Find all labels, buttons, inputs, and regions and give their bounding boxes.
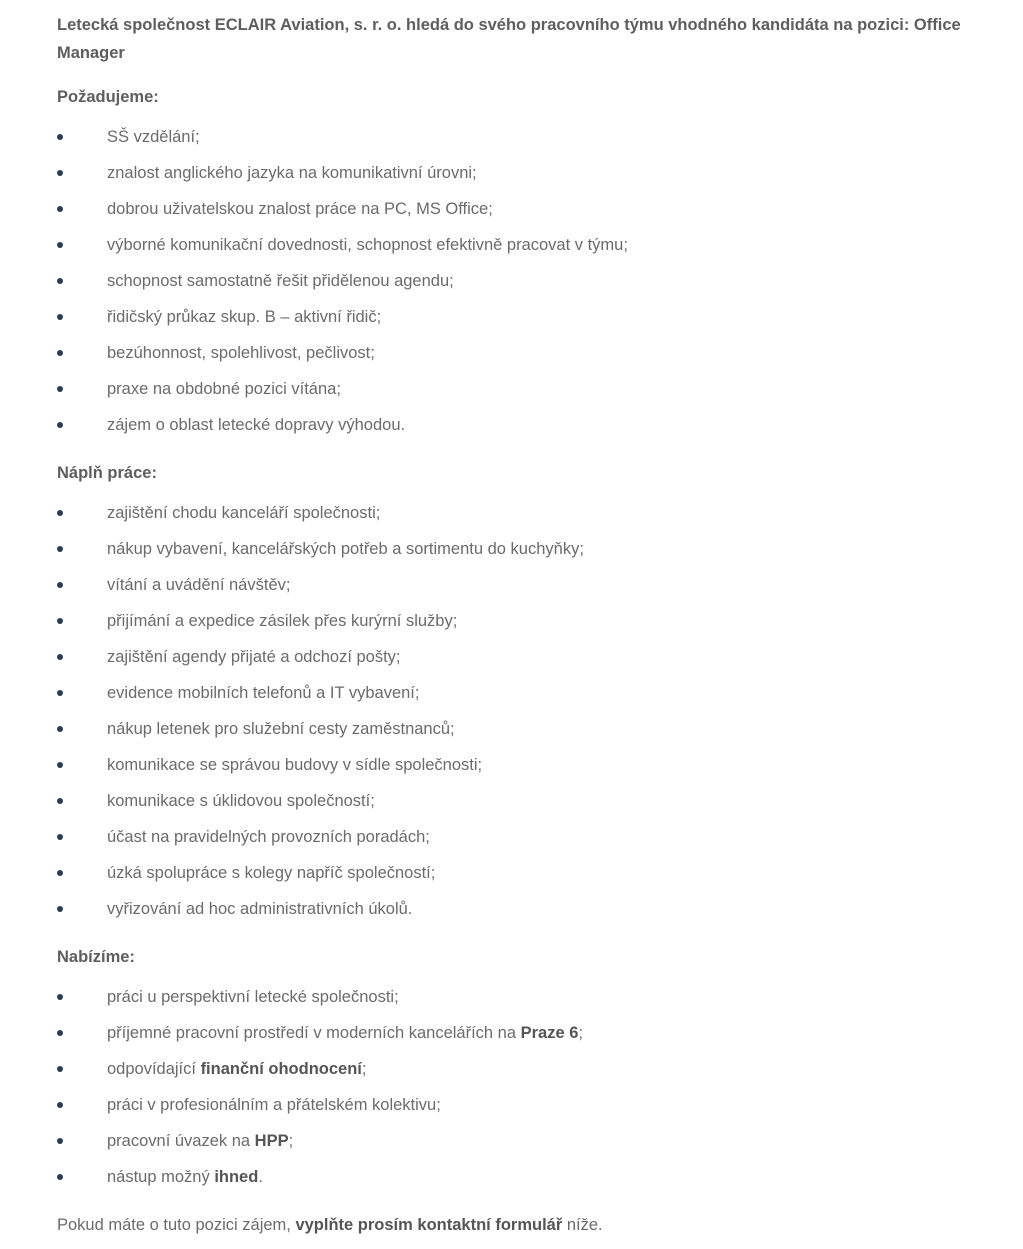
list-item: praxe na obdobné pozici vítána;	[57, 371, 993, 407]
list-item: úzká spolupráce s kolegy napříč společností;	[57, 855, 993, 891]
offer-heading: Nabízíme:	[57, 948, 135, 966]
list-item: práci u perspektivní letecké společnosti;	[57, 979, 993, 1015]
list-item: komunikace se správou budovy v sídle společnosti;	[57, 747, 993, 783]
list-item: dobrou uživatelskou znalost práce na PC, MS Office;	[57, 191, 993, 227]
list-item: příjemné pracovní prostředí v moderních kancelářích na Praze 6;	[57, 1015, 993, 1051]
list-item: přijímání a expedice zásilek přes kurýrní služby;	[57, 603, 993, 639]
bullet-icon	[57, 134, 63, 140]
list-item: účast na pravidelných provozních poradách;	[57, 819, 993, 855]
bullet-icon	[57, 654, 63, 660]
footer-text: Pokud máte o tuto pozici zájem, vyplňte prosím kontaktní formulář níže.	[57, 1216, 603, 1234]
highlight-contract: HPP	[254, 1132, 289, 1150]
bullet-icon	[57, 314, 63, 320]
list-item: pracovní úvazek na HPP;	[57, 1123, 993, 1159]
list-item: SŠ vzdělání;	[57, 119, 993, 155]
list-item: nákup letenek pro služební cesty zaměstnanců;	[57, 711, 993, 747]
bullet-icon	[57, 278, 63, 284]
bullet-icon	[57, 762, 63, 768]
requirements-heading: Požadujeme:	[57, 88, 159, 106]
bullet-icon	[57, 1138, 63, 1144]
list-item: zajištění chodu kanceláří společnosti;	[57, 495, 993, 531]
bullet-icon	[57, 510, 63, 516]
list-item: vítání a uvádění návštěv;	[57, 567, 993, 603]
intro-text: Letecká společnost ECLAIR Aviation, s. r. o. hledá do svého pracovního týmu vhodného kandidáta na pozici: Office Manager	[57, 16, 961, 62]
bullet-icon	[57, 994, 63, 1000]
bullet-icon	[57, 170, 63, 176]
requirements-list	[57, 119, 993, 443]
list-item: zájem o oblast letecké dopravy výhodou.	[57, 407, 993, 443]
bullet-icon	[57, 386, 63, 392]
list-item: bezúhonnost, spolehlivost, pečlivost;	[57, 335, 993, 371]
duties-heading: Náplň práce:	[57, 464, 157, 482]
bullet-icon	[57, 870, 63, 876]
bullet-icon	[57, 206, 63, 212]
list-item: zajištění agendy přijaté a odchozí pošty;	[57, 639, 993, 675]
list-item: výborné komunikační dovednosti, schopnost efektivně pracovat v týmu;	[57, 227, 993, 263]
list-item: řidičský průkaz skup. B – aktivní řidič;	[57, 299, 993, 335]
bullet-icon	[57, 242, 63, 248]
list-item: práci v profesionálním a přátelském kolektivu;	[57, 1087, 993, 1123]
bullet-icon	[57, 834, 63, 840]
bullet-icon	[57, 1030, 63, 1036]
list-item: nástup možný ihned.	[57, 1159, 993, 1195]
bullet-icon	[57, 546, 63, 552]
list-item: znalost anglického jazyka na komunikativní úrovni;	[57, 155, 993, 191]
bullet-icon	[57, 798, 63, 804]
bullet-icon	[57, 1102, 63, 1108]
bullet-icon	[57, 350, 63, 356]
duties-list	[57, 495, 993, 927]
list-item: schopnost samostatně řešit přidělenou agendu;	[57, 263, 993, 299]
bullet-icon	[57, 422, 63, 428]
bullet-icon	[57, 1174, 63, 1180]
list-item: odpovídající finanční ohodnocení;	[57, 1051, 993, 1087]
highlight-salary: finanční ohodnocení	[200, 1060, 362, 1078]
bullet-icon	[57, 906, 63, 912]
contact-form-callout: vyplňte prosím kontaktní formulář	[295, 1216, 563, 1234]
list-item: vyřizování ad hoc administrativních úkolů.	[57, 891, 993, 927]
bullet-icon	[57, 582, 63, 588]
bullet-icon	[57, 1066, 63, 1072]
list-item: nákup vybavení, kancelářských potřeb a sortimentu do kuchyňky;	[57, 531, 993, 567]
list-item: komunikace s úklidovou společností;	[57, 783, 993, 819]
bullet-icon	[57, 618, 63, 624]
highlight-start: ihned	[214, 1168, 259, 1186]
highlight-location: Praze 6	[520, 1024, 579, 1042]
offer-list	[57, 979, 993, 1195]
bullet-icon	[57, 690, 63, 696]
bullet-icon	[57, 726, 63, 732]
list-item: evidence mobilních telefonů a IT vybavení;	[57, 675, 993, 711]
